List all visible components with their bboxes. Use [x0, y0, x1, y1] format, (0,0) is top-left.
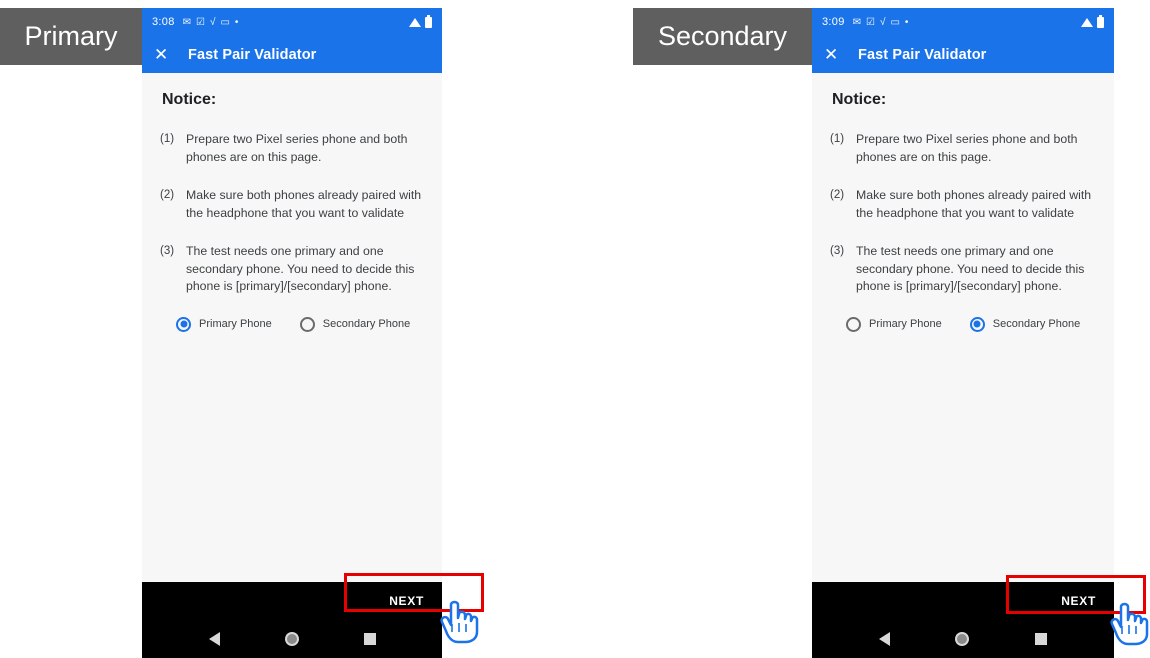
radio-primary-phone[interactable]: [176, 317, 272, 332]
notice-content-secondary: [812, 73, 1114, 582]
next-row: [142, 582, 442, 620]
app-bar-primary: [142, 36, 442, 73]
battery-icon: [1097, 17, 1104, 28]
notice-item-text: Prepare two Pixel series phone and both phones are on this page.: [186, 132, 408, 164]
messages-icon: ☑: [196, 16, 205, 28]
phone-role-radio-group-secondary: [826, 317, 1100, 332]
dot-icon: •: [234, 16, 239, 28]
notice-item-number: (1): [160, 133, 175, 145]
back-nav-icon[interactable]: [209, 632, 220, 646]
radio-label: Primary Phone: [869, 318, 942, 330]
system-nav-bar: [142, 620, 442, 658]
phone-role-radio-group-primary: [156, 317, 428, 332]
notice-item-text: Make sure both phones already paired with the headphone that you want to validate: [856, 188, 1092, 220]
radio-label: Secondary Phone: [322, 318, 411, 330]
notice-item-number: (2): [160, 189, 175, 201]
phone-screen-secondary: [812, 8, 1114, 658]
bottom-bar-primary: [142, 582, 442, 658]
cast-icon: ▭: [220, 16, 230, 28]
sms-icon: ✉: [852, 16, 861, 28]
notice-item-text: The test needs one primary and one secondary phone. You need to decide this phone is [primary]/[secondary] phone.: [186, 244, 415, 293]
notice-item: [826, 131, 1100, 166]
recents-nav-icon[interactable]: [364, 633, 376, 645]
next-row: [812, 582, 1114, 620]
notice-item-text: Prepare two Pixel series phone and both phones are on this page.: [856, 132, 1078, 164]
notice-item: [826, 187, 1100, 222]
system-nav-bar: [812, 620, 1114, 658]
annotation-label-primary: Primary: [0, 8, 142, 65]
cursor-hand-icon: [1108, 598, 1150, 646]
radio-secondary-phone[interactable]: [970, 317, 1080, 332]
messages-icon: ☑: [866, 16, 875, 28]
radio-secondary-phone[interactable]: [300, 317, 410, 332]
notice-item-text: Make sure both phones already paired with the headphone that you want to validate: [186, 188, 422, 220]
status-bar-secondary: [812, 8, 1114, 36]
radio-dot-icon: [300, 317, 315, 332]
notice-content-primary: [142, 73, 442, 582]
app-bar-secondary: [812, 36, 1114, 73]
status-right-icons: [1081, 17, 1104, 28]
wifi-icon: [409, 18, 421, 27]
status-clock: 3:08: [152, 16, 175, 28]
status-clock: 3:09: [822, 16, 845, 28]
close-icon[interactable]: ✕: [824, 45, 839, 64]
status-bar-primary: [142, 8, 442, 36]
radio-dot-icon: [846, 317, 861, 332]
notice-item-number: (2): [830, 189, 845, 201]
app-title: Fast Pair Validator: [858, 46, 987, 63]
radio-dot-icon: [970, 317, 985, 332]
annotation-label-secondary: Secondary: [633, 8, 812, 65]
wifi-calling-icon: √: [879, 16, 886, 28]
notice-item-text: The test needs one primary and one secondary phone. You need to decide this phone is [primary]/[secondary] phone.: [856, 244, 1085, 293]
radio-label: Secondary Phone: [992, 318, 1081, 330]
next-button[interactable]: NEXT: [1061, 594, 1096, 608]
notice-item: [156, 187, 428, 222]
notice-heading: Notice:: [162, 91, 217, 108]
bottom-bar-secondary: [812, 582, 1114, 658]
wifi-icon: [1081, 18, 1093, 27]
close-icon[interactable]: ✕: [154, 45, 169, 64]
status-right-icons: [409, 17, 432, 28]
home-nav-icon[interactable]: [285, 632, 299, 646]
home-nav-icon[interactable]: [955, 632, 969, 646]
radio-dot-icon: [176, 317, 191, 332]
dot-icon: •: [904, 16, 909, 28]
status-notification-icons: [183, 17, 239, 28]
notice-item-number: (1): [830, 133, 845, 145]
next-button[interactable]: NEXT: [389, 594, 424, 608]
app-title: Fast Pair Validator: [188, 46, 317, 63]
cast-icon: ▭: [890, 16, 900, 28]
radio-primary-phone[interactable]: [846, 317, 942, 332]
notice-item: [156, 131, 428, 166]
battery-icon: [425, 17, 432, 28]
status-notification-icons: [853, 17, 909, 28]
back-nav-icon[interactable]: [879, 632, 890, 646]
radio-label: Primary Phone: [199, 318, 272, 330]
cursor-hand-icon: [438, 596, 480, 644]
sms-icon: ✉: [182, 16, 191, 28]
notice-item-number: (3): [830, 245, 845, 257]
notice-item: [156, 243, 428, 296]
notice-item-number: (3): [160, 245, 175, 257]
wifi-calling-icon: √: [209, 16, 216, 28]
notice-item: [826, 243, 1100, 296]
recents-nav-icon[interactable]: [1035, 633, 1047, 645]
phone-screen-primary: [142, 8, 442, 658]
notice-heading: Notice:: [832, 91, 887, 108]
